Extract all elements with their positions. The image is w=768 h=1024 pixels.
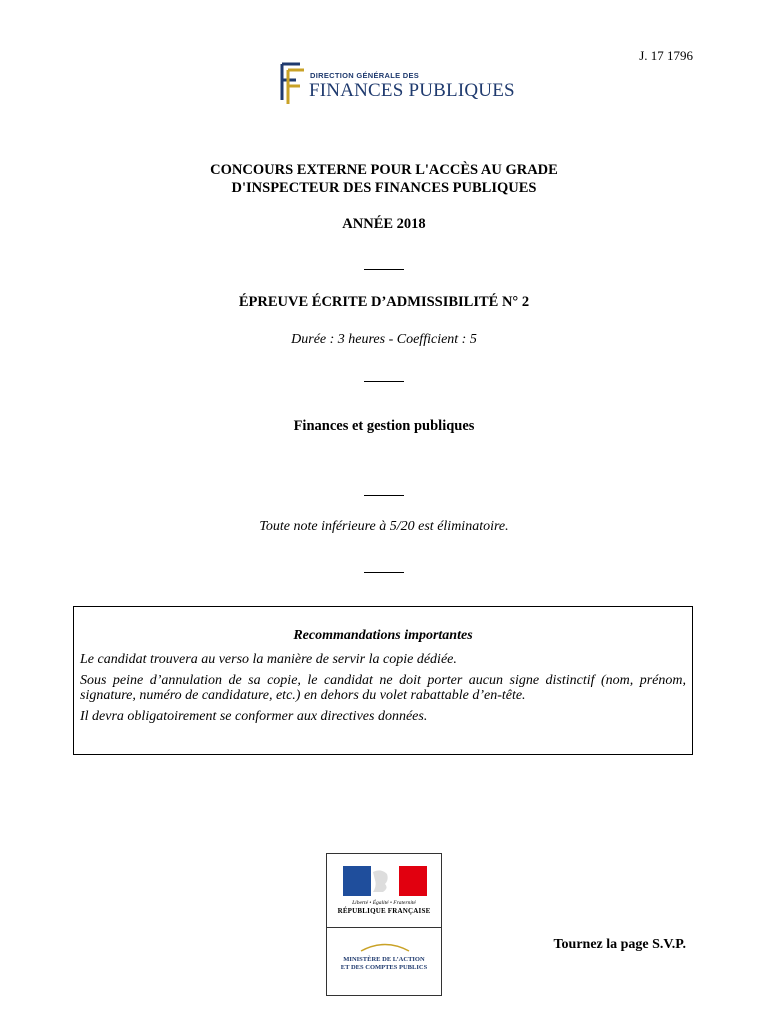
separator-rule xyxy=(364,572,404,573)
exam-duration: Durée : 3 heures - Coefficient : 5 xyxy=(291,332,477,347)
ministry-name xyxy=(327,956,441,972)
recommendation-item: Le candidat trouvera au verso la manière de servir la copie dédiée. xyxy=(80,652,457,667)
recommendations-title: Recommandations importantes xyxy=(293,628,473,643)
recommendation-item: Il devra obligatoirement se conformer aux directives données. xyxy=(80,709,428,724)
exam-year: ANNÉE 2018 xyxy=(342,216,426,232)
republic-name: RÉPUBLIQUE FRANÇAISE xyxy=(337,907,431,915)
republic-motto: Liberté • Égalité • Fraternité xyxy=(352,900,416,906)
exam-title: ÉPREUVE ÉCRITE D’ADMISSIBILITÉ N° 2 xyxy=(238,294,530,310)
emblem-divider xyxy=(327,927,441,928)
recommendation-item: Sous peine d’annulation de sa copie, le candidat ne doit porter aucun signe distinctif (nom, prénom, signature, numéro de candidature, etc.) en dehors du volet rabattable d’en-tête. xyxy=(80,673,686,703)
heading-line-1: CONCOURS EXTERNE POUR L'ACCÈS AU GRADE xyxy=(210,162,558,178)
logo-line-1: DIRECTION GÉNÉRALE DES xyxy=(310,71,420,80)
document-reference: J. 17 1796 xyxy=(639,48,693,63)
eliminatory-note: Toute note inférieure à 5/20 est éliminatoire. xyxy=(259,519,509,534)
ministry-line-2: ET DES COMPTES PUBLICS xyxy=(340,964,428,971)
ministry-arc-icon xyxy=(359,942,411,952)
republic-emblem xyxy=(326,853,442,996)
dgfip-logo-icon xyxy=(276,60,306,104)
heading-line-2: D'INSPECTEUR DES FINANCES PUBLIQUES xyxy=(231,180,537,196)
exam-heading xyxy=(0,161,768,197)
turn-page-note: Tournez la page S.V.P. xyxy=(553,937,686,952)
dgfip-logo xyxy=(276,60,515,106)
marianne-flag-icon xyxy=(343,866,427,896)
logo-line-2: FINANCES PUBLIQUES xyxy=(309,80,515,101)
ministry-line-1: MINISTÈRE DE L’ACTION xyxy=(343,956,425,963)
separator-rule xyxy=(364,269,404,270)
exam-subject: Finances et gestion publiques xyxy=(293,418,475,434)
recommendations-box xyxy=(73,606,693,755)
separator-rule xyxy=(364,381,404,382)
separator-rule xyxy=(364,495,404,496)
